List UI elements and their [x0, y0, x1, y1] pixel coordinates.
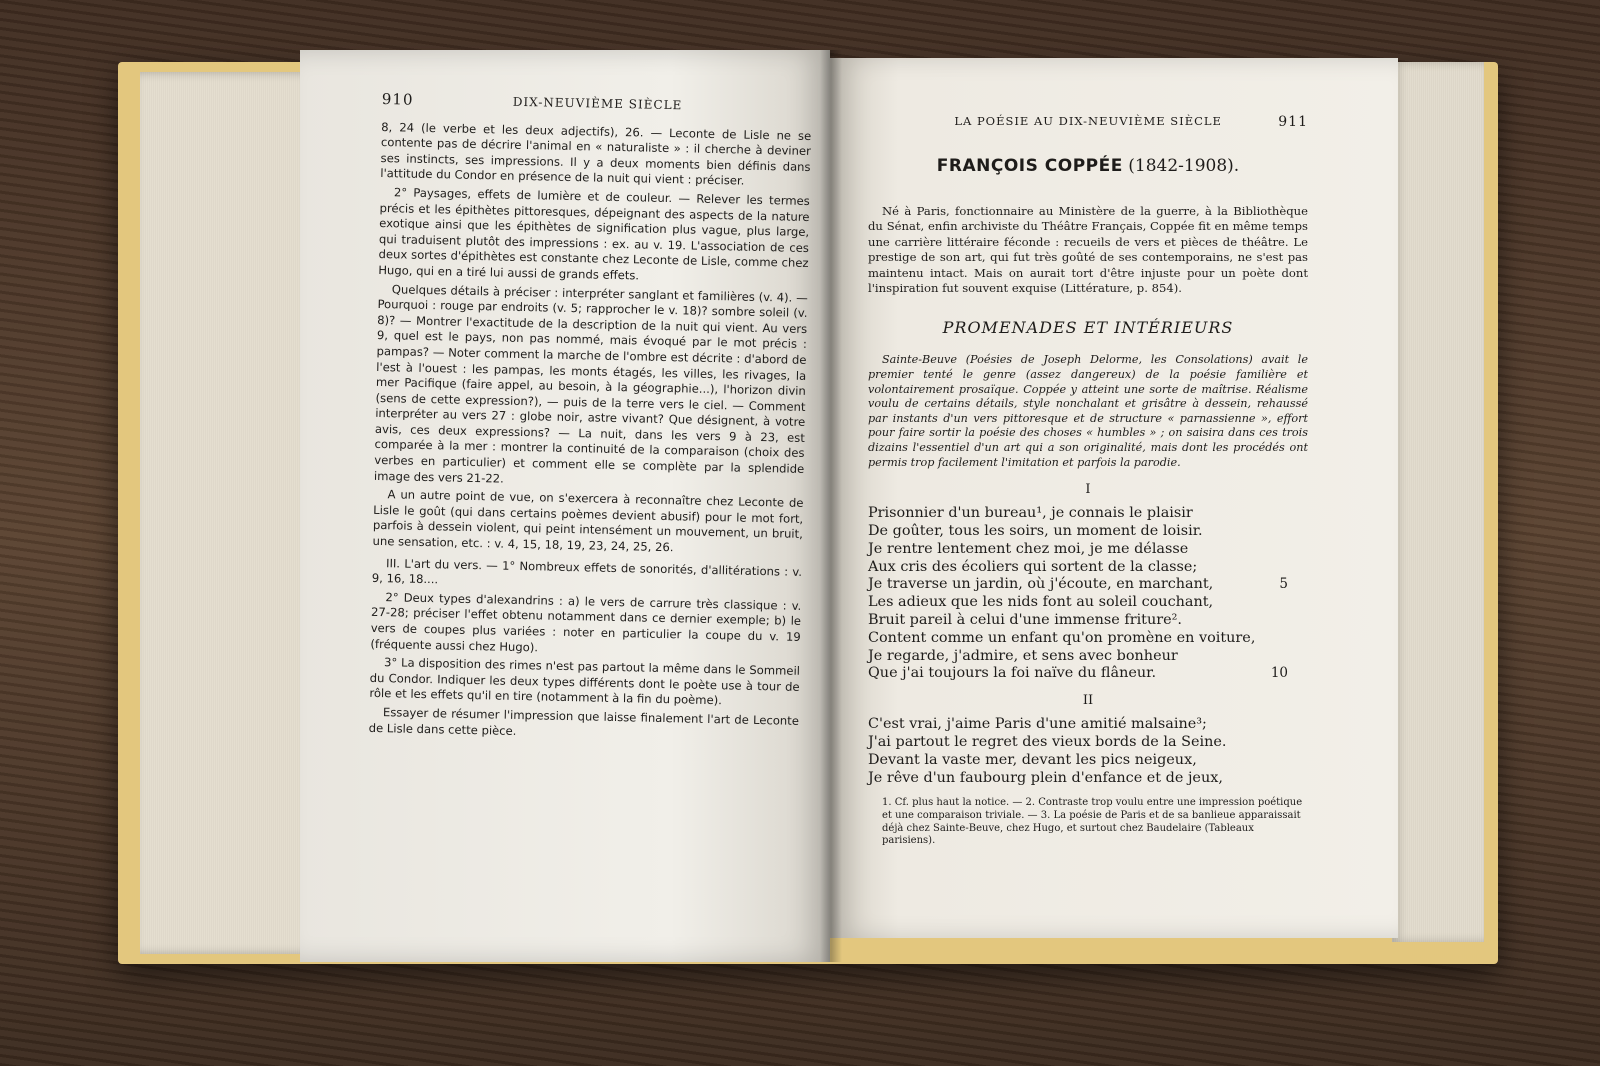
left-page-text [368, 92, 811, 748]
part-label: II [1082, 693, 1094, 709]
poem-line [868, 612, 1308, 630]
poem-line [868, 523, 1308, 541]
poem-stanza-2 [868, 716, 1308, 787]
poem-line-text: C'est vrai, j'aime Paris d'une amitié malsaine³; [868, 716, 1207, 733]
poem-line [868, 576, 1308, 594]
right-running-head: LA POÉSIE AU DIX-NEUVIÈME SIÈCLE [954, 114, 1222, 128]
section-intro: Sainte-Beuve (Poésies de Joseph Delorme, les Consolations) avait le premier tenté le genre (assez dangereux) de la poésie familière et volontairement prosaïque. Coppée y atteint une sorte de maîtrise. Réalisme voulu de certains détails, style nonchalant et grisâtre à dessein, rehaussé par instants d'un vers pittoresque et de structure « parnassienne », effort pour faire sortir la poésie des choses « humbles » ; on saisira dans ces trois dizains l'essentiel d'un art qui a son originalité, mais dont les procédés ont permis trop facilement l'imitation et parfois la parodie. [868, 353, 1308, 469]
poem-line-text: Je rentre lentement chez moi, je me délasse [868, 540, 1189, 557]
left-paragraph: Quelques détails à préciser : interpréter sanglant et familières (v. 4). — Pourquoi : rouge par endroits (v. 5; rapprocher le v. 18)? sombre soleil (v. 8)? — Montrer l'exactitude de la description de la nuit qui vient. Au vers 9, quel est le pays, non pas nommé, mais évoqué par le mot précis : pampas? — Noter comment la marche de l'ombre est décrite : d'abord de l'est à l'ouest : les pampas, les monts étagés, les villes, les rivages, la mer Pacifique (faire appel, au besoin, à la géographie...), l'horizon divin (sens de cette expression?), — puis de la terre vers le ciel. — Comment interpréter au vers 27 : globe noir, astre vivant? Que désignent, à votre avis, ces deux expressions? — La nuit, dans les vers 9 à 23, est comparée à la mer : montrer la continuité de la comparaison (choix des verbes en particulier) et comment elle se complète par la splendide image des vers 21-22. [373, 281, 808, 486]
poem-line-text: Je traverse un jardin, où j'écoute, en marchant, [868, 576, 1214, 593]
poem-line [868, 716, 1308, 734]
left-running-head: DIX-NEUVIÈME SIÈCLE [512, 94, 683, 113]
right-page-number: 911 [1278, 114, 1308, 130]
poem-line-text: Bruit pareil à celui d'une immense friture². [868, 611, 1182, 628]
poem-line-text: Devant la vaste mer, devant les pics neigeux, [868, 751, 1197, 768]
left-paragraph: 8, 24 (le verbe et les deux adjectifs), 26. — Leconte de Lisle ne se contente pas de décrire l'animal en « naturaliste » : il cherche à deviner ses instincts, ses impressions. Il y a deux moments bien définis dans l'attitude du Condor en présence de la nuit qui vient : préciser. [380, 119, 812, 188]
poem-line-text: Aux cris des écoliers qui sortent de la classe; [868, 558, 1198, 575]
poem-stanza-1 [868, 505, 1308, 683]
book-gutter [820, 50, 842, 962]
left-paragraph: Essayer de résumer l'impression que laisse finalement l'art de Leconte de Lisle dans cette pièce. [368, 705, 800, 738]
part-label: I [1085, 482, 1091, 498]
poem-line-text: J'ai partout le regret des vieux bords de la Seine. [868, 733, 1227, 750]
poem-line [868, 630, 1308, 648]
right-running-header [868, 114, 1308, 130]
poem-line [868, 665, 1308, 683]
author-name: FRANÇOIS COPPÉE [936, 156, 1123, 176]
poem-line-text: Content comme un enfant qu'on promène en voiture, [868, 629, 1256, 646]
poem-line [868, 648, 1308, 666]
poem-line-text: Je regarde, j'admire, et sens avec bonheur [868, 647, 1178, 664]
left-paragraph: 2° Deux types d'alexandrins : a) le vers de carrure très classique : v. 27-28; préciser l'effet obtenu notamment dans ce dernier exemple; b) le vers de coupes plus variées : noter en particulier la coupe du v. 19 (fréquente aussi chez Hugo). [370, 589, 802, 654]
left-paragraph: 3° La disposition des rimes n'est pas partout la même dans le Sommeil du Condor. Indiquer les deux types différents dont le poète use à tour de rôle et les effets qu'il en tire (notamment à la fin du poème). [369, 655, 801, 708]
poem-line [868, 594, 1308, 612]
section-title: PROMENADES ET INTÉRIEURS [942, 318, 1234, 338]
left-page-number: 910 [381, 90, 414, 109]
page-edges-left [140, 72, 315, 954]
line-number: 10 [1270, 665, 1288, 682]
left-paragraph: A un autre point de vue, on s'exercera à reconnaître chez Leconte de Lisle le goût (qui dans certains poèmes devient abusif) pour le mot fort, parfois à dessein violent, qui peint intensément un mouvement, un bruit, une sensation, etc. : v. 4, 15, 18, 19, 23, 24, 25, 26. [372, 487, 804, 555]
left-paragraph: 2° Paysages, effets de lumière et de couleur. — Relever les termes précis et les épithètes pittoresques, dépeignant des aspects de la nature exotique ainsi que les épithètes de signification plus vague, plus large, qui traduisent plutôt des impressions : ex. au v. 19. L'association de ces deux sortes d'épithètes est constante chez Leconte de Lisle, comme chez Hugo, qui en a tiré lui aussi de grands effets. [378, 185, 810, 283]
poem-line [868, 541, 1308, 559]
line-number: 5 [1279, 576, 1288, 593]
poem-line [868, 559, 1308, 577]
poem-line-text: Prisonnier d'un bureau¹, je connais le plaisir [868, 505, 1193, 522]
author-dates: (1842-1908). [1128, 156, 1240, 176]
left-paragraph: III. L'art du vers. — 1° Nombreux effets de sonorités, d'allitérations : v. 9, 16, 18.... [371, 555, 803, 587]
footnotes: 1. Cf. plus haut la notice. — 2. Contraste trop voulu entre une impression poétique et une comparaison triviale. — 3. La poésie de Paris et de sa banlieue apparaissait déjà chez Sainte-Beuve, chez Hugo, et surtout chez Baudelaire (Tableaux parisiens). [882, 797, 1303, 847]
poem-line-text: Que j'ai toujours la foi naïve du flâneur. [868, 665, 1157, 682]
poem-line [868, 770, 1308, 788]
poem-line-text: Je rêve d'un faubourg plein d'enfance et de jeux, [868, 769, 1223, 786]
page-edges-right [1392, 62, 1484, 942]
right-page-text [868, 114, 1308, 848]
author-notice: Né à Paris, fonctionnaire au Ministère de la guerre, à la Bibliothèque du Sénat, enfin archiviste du Théâtre Français, Coppée fit en même temps une carrière littéraire féconde : recueils de vers et pièces de théâtre. Le prestige de son art, qui fut très goûté de ses contemporains, ne s'est pas maintenu intact. Mais on aurait tort d'être injuste pour un poète dont l'inspiration fut souvent exquise (Littérature, p. 854). [868, 204, 1308, 296]
poem-line [868, 752, 1308, 770]
poem-line [868, 505, 1308, 523]
poem-line [868, 734, 1308, 752]
chapter-title [868, 156, 1308, 176]
poem-line-text: De goûter, tous les soirs, un moment de loisir. [868, 522, 1203, 539]
poem-line-text: Les adieux que les nids font au soleil couchant, [868, 594, 1214, 611]
